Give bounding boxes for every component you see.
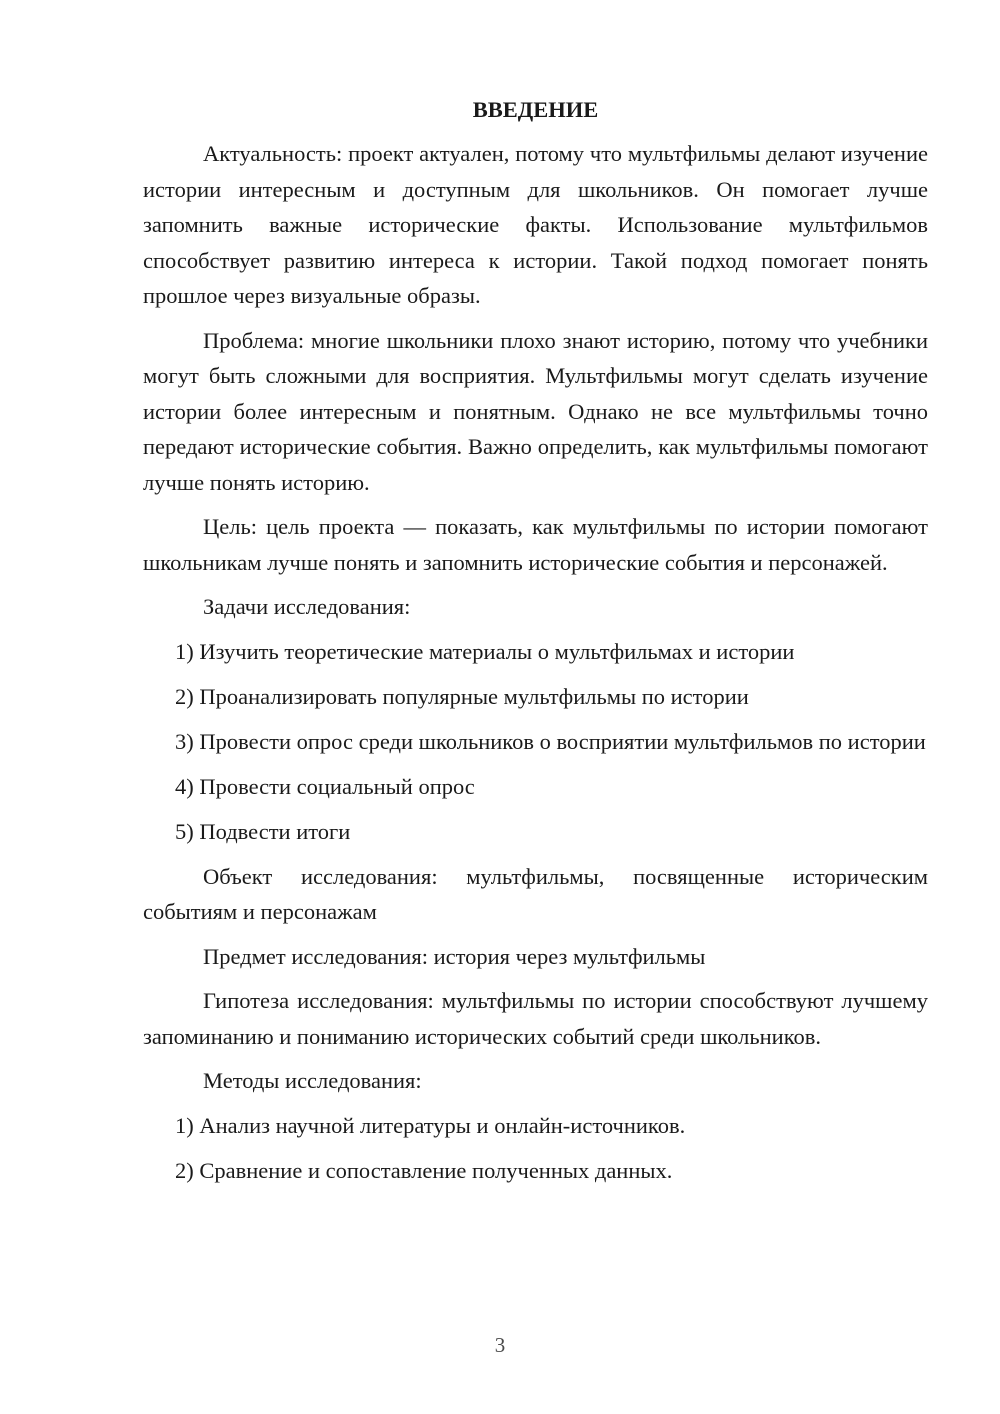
methods-list	[143, 1108, 928, 1189]
tasks-list	[143, 634, 928, 850]
list-item: 2) Проанализировать популярные мультфильмы по истории	[175, 683, 749, 709]
list-item: 4) Провести социальный опрос	[175, 773, 475, 799]
hypothesis-paragraph: Гипотеза исследования: мультфильмы по истории способствуют лучшему запоминанию и пониманию исторических событий среди школьников.	[143, 988, 928, 1049]
problem-paragraph: Проблема: многие школьники плохо знают историю, потому что учебники могут быть сложными для восприятия. Мультфильмы могут сделать изучение истории более интересным и понятным. Однако не все мультфильмы точно передают исторические события. Важно определить, как мультфильмы помогают лучше понять историю.	[143, 327, 928, 495]
list-item: 1) Изучить теоретические материалы о мультфильмах и истории	[175, 638, 795, 664]
list-item: 1) Анализ научной литературы и онлайн-источников.	[175, 1112, 686, 1138]
tasks-heading: Задачи исследования:	[203, 594, 411, 619]
page-title: ВВЕДЕНИЕ	[472, 97, 599, 122]
document-page	[143, 92, 928, 1198]
list-item: 3) Провести опрос среди школьников о восприятии мультфильмов по истории	[175, 728, 926, 754]
list-item: 2) Сравнение и сопоставление полученных данных.	[175, 1157, 673, 1183]
page-number: 3	[494, 1333, 506, 1357]
list-item: 5) Подвести итоги	[175, 818, 351, 844]
relevance-paragraph: Актуальность: проект актуален, потому что мультфильмы делают изучение истории интересным и доступным для школьников. Он помогает лучше запомнить важные исторические факты. Использование мультфильмов способствует развитию интереса к истории. Такой подход помогает понять прошлое через визуальные образы.	[143, 141, 928, 308]
subject-paragraph: Предмет исследования: история через мультфильмы	[203, 943, 706, 969]
methods-heading: Методы исследования:	[203, 1068, 422, 1093]
object-paragraph: Объект исследования: мультфильмы, посвященные историческим событиям и персонажам	[143, 863, 928, 924]
goal-paragraph: Цель: цель проекта — показать, как мультфильмы по истории помогают школьникам лучше понять и запомнить исторические события и персонажей.	[143, 514, 928, 575]
